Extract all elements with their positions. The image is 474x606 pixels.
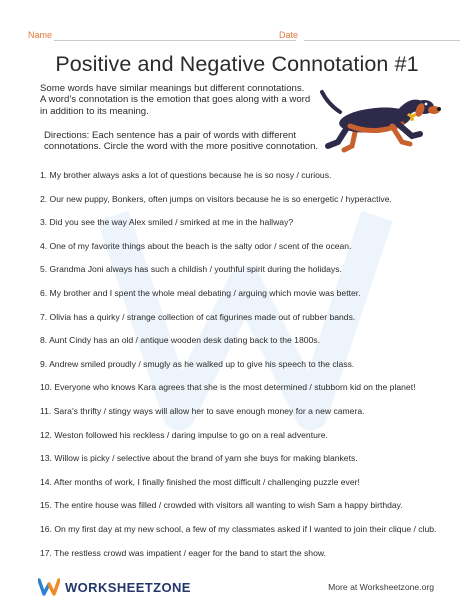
- question-list: [40, 170, 460, 571]
- brand-name: WORKSHEETZONE: [65, 579, 191, 595]
- question-item[interactable]: 4. One of my favorite things about the beach is the salty odor / scent of the ocean.: [40, 240, 352, 251]
- more-link[interactable]: More at Worksheetzone.org: [328, 582, 434, 592]
- question-item[interactable]: 15. The entire house was filled / crowded with visitors all wanting to wish Sam a happy birthday.: [40, 500, 403, 511]
- question-item[interactable]: 9. Andrew smiled proudly / smugly as he walked up to give his speech to the class.: [40, 358, 355, 369]
- question-item[interactable]: 6. My brother and I spent the whole meal debating / arguing which movie was better.: [40, 287, 361, 298]
- intro-line: A word’s connotation is the emotion that goes along with a word: [40, 94, 311, 106]
- question-item[interactable]: 11. Sara’s thrifty / stingy ways will allow her to save enough money for a new camera.: [40, 405, 365, 416]
- question-item[interactable]: 17. The restless crowd was impatient / eager for the band to start the show.: [40, 547, 326, 558]
- question-item[interactable]: 10. Everyone who knows Kara agrees that she is the most determined / stubborn kid on the planet!: [40, 382, 416, 393]
- question-item[interactable]: 2. Our new puppy, Bonkers, often jumps on visitors because he is so energetic / hyperactive.: [40, 193, 392, 204]
- question-item[interactable]: 7. Olivia has a quirky / strange collection of cat figurines made out of rubber bands.: [40, 311, 356, 322]
- worksheetzone-logo-icon: [38, 578, 60, 596]
- question-item[interactable]: 14. After months of work, I finally finished the most difficult / challenging puzzle ever!: [40, 476, 360, 487]
- page-title: Positive and Negative Connotation #1: [55, 52, 419, 76]
- question-item[interactable]: 5. Grandma Joni always has such a childish / youthful spirit during the holidays.: [40, 264, 342, 275]
- name-date-header: [24, 30, 460, 44]
- question-item[interactable]: 8. Aunt Cindy has an old / antique wooden desk dating back to the 1800s.: [40, 335, 320, 346]
- directions-paragraph: [44, 130, 344, 153]
- footer: [0, 577, 474, 599]
- name-label: Name: [28, 30, 53, 40]
- question-item[interactable]: 13. Willow is picky / selective about the brand of yarn she buys for making blankets.: [40, 453, 358, 464]
- dachshund-illustration: [320, 86, 442, 156]
- intro-line: Some words have similar meanings but different connotations.: [40, 83, 305, 94]
- question-item[interactable]: 3. Did you see the way Alex smiled / smirked at me in the hallway?: [40, 217, 294, 228]
- directions-line: connotations. Circle the word with the more positive connotation.: [44, 141, 319, 153]
- date-label: Date: [279, 30, 299, 40]
- question-item[interactable]: 16. On my first day at my new school, a few of my classmates asked if I wanted to join their clique / club.: [40, 523, 437, 534]
- worksheetzone-logo[interactable]: [38, 577, 191, 597]
- question-item[interactable]: 1. My brother always asks a lot of questions because he is so nosy / curious.: [40, 170, 332, 180]
- date-line[interactable]: [304, 40, 460, 41]
- intro-line: in addition to its meaning.: [40, 105, 149, 117]
- question-item[interactable]: 12. Weston followed his reckless / daring impulse to go on a real adventure.: [40, 429, 328, 440]
- intro-paragraph: [40, 83, 330, 117]
- directions-line: Directions: Each sentence has a pair of words with different: [44, 130, 297, 141]
- name-line[interactable]: [54, 40, 296, 41]
